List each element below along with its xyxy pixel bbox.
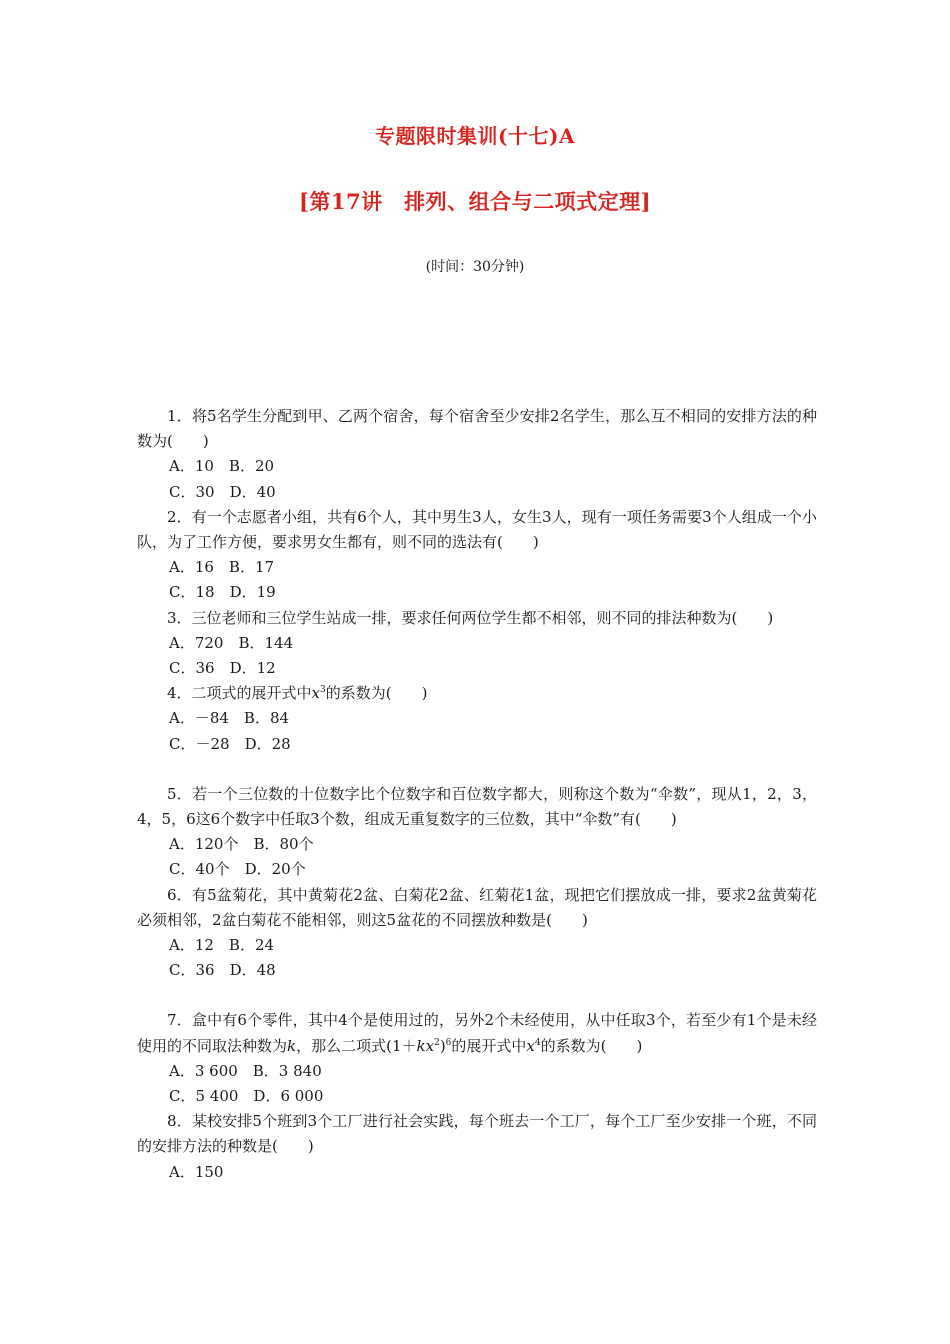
option-row: A．150 [169,1162,224,1181]
option-row: C．18 D．19 [169,583,276,602]
option-row: C．－28 D．28 [169,734,291,753]
question-1 [137,404,817,505]
question-stem: 6．有5盆菊花，其中黄菊花2盆、白菊花2盆、红菊花1盆，现把它们摆放成一排，要求2盆黄菊花必须相邻，2盆白菊花不能相邻，则这5盆花的不同摆放种数是( ) [137,885,817,929]
section-spacer [137,983,817,1008]
stem-text: ) [439,1036,446,1055]
question-stem [137,681,817,706]
option-row: A．3 600 B．3 840 [169,1061,322,1080]
stem-text: 4．二项式的展开式中 [167,684,312,703]
option-row: C．36 D．48 [169,961,276,980]
question-2 [137,505,817,606]
option-row: A．16 B．17 [169,558,275,577]
math-variable: x [311,684,321,703]
math-exponent: 2 [434,1037,440,1048]
question-5 [137,782,817,883]
question-list [137,404,817,1185]
page-title: 专题限时集训(十七)A [375,124,575,148]
time-limit-note: (时间：30分钟) [425,259,525,275]
option-row: C．36 D．12 [169,659,276,678]
stem-text: 的系数为( ) [325,684,428,703]
stem-text: 7．盒中有6个零件，其中4个是使用过的，另外2个未经使用，从中任取3个，若至少有1个是未经使用的不同取法种数为 [137,1011,817,1055]
math-variable: kx [416,1036,435,1055]
math-exponent: 6 [445,1037,452,1048]
section-spacer [137,757,817,782]
option-row: A．120个 B．80个 [169,835,314,854]
option-row: C．40个 D．20个 [169,860,306,879]
question-3 [137,606,817,682]
math-variable: x [526,1036,535,1055]
stem-text: 的展开式中 [451,1036,527,1055]
option-row: A．－84 B．84 [169,709,290,728]
question-stem: 3．三位老师和三位学生站成一排，要求任何两位学生都不相邻，则不同的排法种数为( ) [167,608,774,627]
stem-text: 的系数为( ) [540,1036,643,1055]
option-row: A．12 B．24 [169,936,275,955]
question-stem: 5．若一个三位数的十位数字比个位数字和百位数字都大，则称这个数为“伞数”，现从1，2，3，4，5，6这6个数字中任取3个数，组成无重复数字的三位数，其中“伞数”有( ) [137,784,817,829]
question-4 [137,681,817,757]
option-row: C．30 D．40 [169,482,276,501]
question-stem: 2．有一个志愿者小组，共有6个人，其中男生3人，女生3人，现有一项任务需要3个人组成一个小队，为了工作方便，要求男女生都有，则不同的选法有( ) [137,507,817,552]
question-7 [137,1008,817,1109]
option-row: A．10 B．20 [169,457,275,476]
math-variable: k [287,1036,297,1055]
option-row: A．720 B．144 [169,633,294,652]
math-exponent: 3 [320,685,326,696]
question-8 [137,1109,817,1185]
question-6 [137,883,817,984]
option-row: C．5 400 D．6 000 [169,1087,324,1106]
stem-text: ，那么二项式(1＋ [296,1036,417,1055]
question-stem: 1．将5名学生分配到甲、乙两个宿舍，每个宿舍至少安排2名学生，那么互不相同的安排方法的种数为( ) [137,407,817,451]
math-exponent: 4 [534,1037,541,1048]
question-stem: 8．某校安排5个班到3个工厂进行社会实践，每个班去一个工厂，每个工厂至少安排一个班，不同的安排方法的种数是( ) [137,1112,817,1156]
page-subtitle: [第17讲 排列、组合与二项式定理] [298,189,652,214]
question-stem [137,1008,817,1058]
